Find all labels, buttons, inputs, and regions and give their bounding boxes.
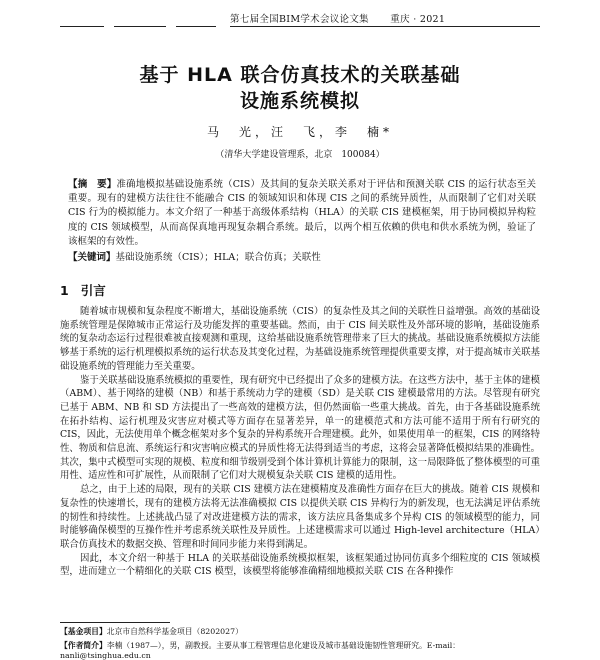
body-text <box>60 305 540 579</box>
footnote-author <box>60 640 540 660</box>
header-rule-left-2 <box>114 26 166 27</box>
header-rule-left-1 <box>60 26 104 27</box>
author-bio-label: 【作者简介】 <box>60 641 107 650</box>
paper-title-line1: 基于 HLA 联合仿真技术的关联基础 <box>139 64 461 86</box>
footnote-rule <box>60 622 170 623</box>
paragraph: 因此，本文介绍一种基于 HLA 的关联基础设施系统模拟框架，该框架通过协同仿真多个细粒度的 CIS 领域模型，进而建立一个精细化的关联 CIS 模型，该模型将能够准确精细地模拟关联 CIS 在各种操作 <box>60 552 540 578</box>
abstract-text: 准确地模拟基础设施系统（CIS）及其间的复杂关联关系对于评估和预测关联 CIS 的运行状态至关重要。现有的建模方法往往不能融合 CIS 的领域知识和体现 CIS 之间的系统异质性，从而限制了它们对关联 CIS 行为的模拟能力。本文介绍了一种基于高级体系结构（HLA）的关联 CIS 建模框架，用于协同模拟异构粒度的 CIS 领域模型，从而高保真地再现复杂耦合系统。最后，以两个相互依赖的供电和供水系统为例，验证了该框架的有效性。 <box>68 179 536 247</box>
fund-label: 【基金项目】 <box>60 627 107 636</box>
affiliation: （清华大学建设管理系，北京 100084） <box>215 150 385 160</box>
author-bio-text: 李楠（1987—），男，副教授。主要从事工程管理信息化建设及城市基础设施韧性管理研究。E-mail：nanli@tsinghua.edu.cn <box>60 641 461 660</box>
fund-text: 北京市自然科学基金项目（8202027） <box>106 627 243 636</box>
section-heading <box>60 281 106 299</box>
location-year: 重庆 · 2021 <box>390 14 446 25</box>
abstract-label: 【摘 要】 <box>68 179 117 190</box>
section-number: 1 <box>60 283 69 298</box>
paragraph: 鉴于关联基础设施系统模拟的重要性，现有研究中已经提出了众多的建模方法。在这些方法中，基于主体的建模（ABM）、基于网络的建模（NB）和基于系统动力学的建模（SD）是关联 CIS 建模最常用的方法。尽管现有研究已基于 ABM、NB 和 SD 方法提出了一些高效的建模方法，但仍然面临一些重大挑战。首先，由于各基础设施系统在拓扑结构、运行机理及灾害应对模式等方面存在显著差异，单一的建模范式和方法可能不适用于所有行研究的 CIS，因此，无法使用单个概念框架对多个复杂的异构系统开合理建模。此外，如果使用单一的框架，CIS 的网络特性、物质和信息流、系统运行和灾害响应模式的异质性将无法得到适当的考虑，这将会显著降低模拟结果的准确性。其次，集中式模型可实现的规模、粒度和细节级别受到个体计算机计算能力的限制，这一局限降低了整体模型的可重用性、适应性和可扩展性，从而限制了它们对大规模复杂关联 CIS 建模的适用性。 <box>60 374 540 482</box>
running-header <box>230 11 463 25</box>
paper-title-line2: 设施系统模拟 <box>239 90 360 112</box>
keywords-label: 【关键词】 <box>68 252 116 263</box>
authors: 马 光，汪 飞，李 楠* <box>206 125 393 139</box>
paragraph: 随着城市规模和复杂程度不断增大，基础设施系统（CIS）的复杂性及其之间的关联性日益增强。高效的基础设施系统管理是保障城市正常运行及功能发挥的重要基础。然而，由于 CIS 间关联性及外部环境的影响，基础设施系统的复杂动态运行过程很难被直接观测和重现，这给基础设施系统管理带来了巨大的挑战。基础设施系统模拟方法能够基于系统的运行机理模拟系统的运行状态及其变化过程，为基础设施系统管理提供重要支撑，对于提高城市关联基础设施系统的管理能力至关重要。 <box>60 306 540 372</box>
abstract <box>68 178 536 249</box>
section-title: 引言 <box>80 283 106 298</box>
footnote-fund <box>60 626 540 637</box>
conference-name: 第七届全国BIM学术会议论文集 <box>230 14 369 25</box>
keywords <box>68 249 536 263</box>
keywords-text: 基础设施系统（CIS）；HLA；联合仿真；关联性 <box>115 252 321 263</box>
header-rule-right <box>230 26 540 27</box>
header-rule-left-3 <box>176 26 216 27</box>
paragraph: 总之，由于上述的局限，现有的关联 CIS 建模方法在建模精度及准确性方面存在巨大的挑战。随着 CIS 规模和复杂性的快速增长，现有的建模方法将无法准确模拟 CIS 以提供关联 CIS 异构行为的新发现，也无法满足评估系统的韧性和持续性。上述挑战凸显了对改进建模方法的需求，该方法应具备集成多个异构 CIS 的领域模型的能力，同时能够确保模型的互操作性并考虑系统关联性及异质性。上述建模需求可以通过 High-level architecture（HLA）联合仿真技术的数据交换、管理和时间同步能力来得到满足。 <box>60 484 541 550</box>
